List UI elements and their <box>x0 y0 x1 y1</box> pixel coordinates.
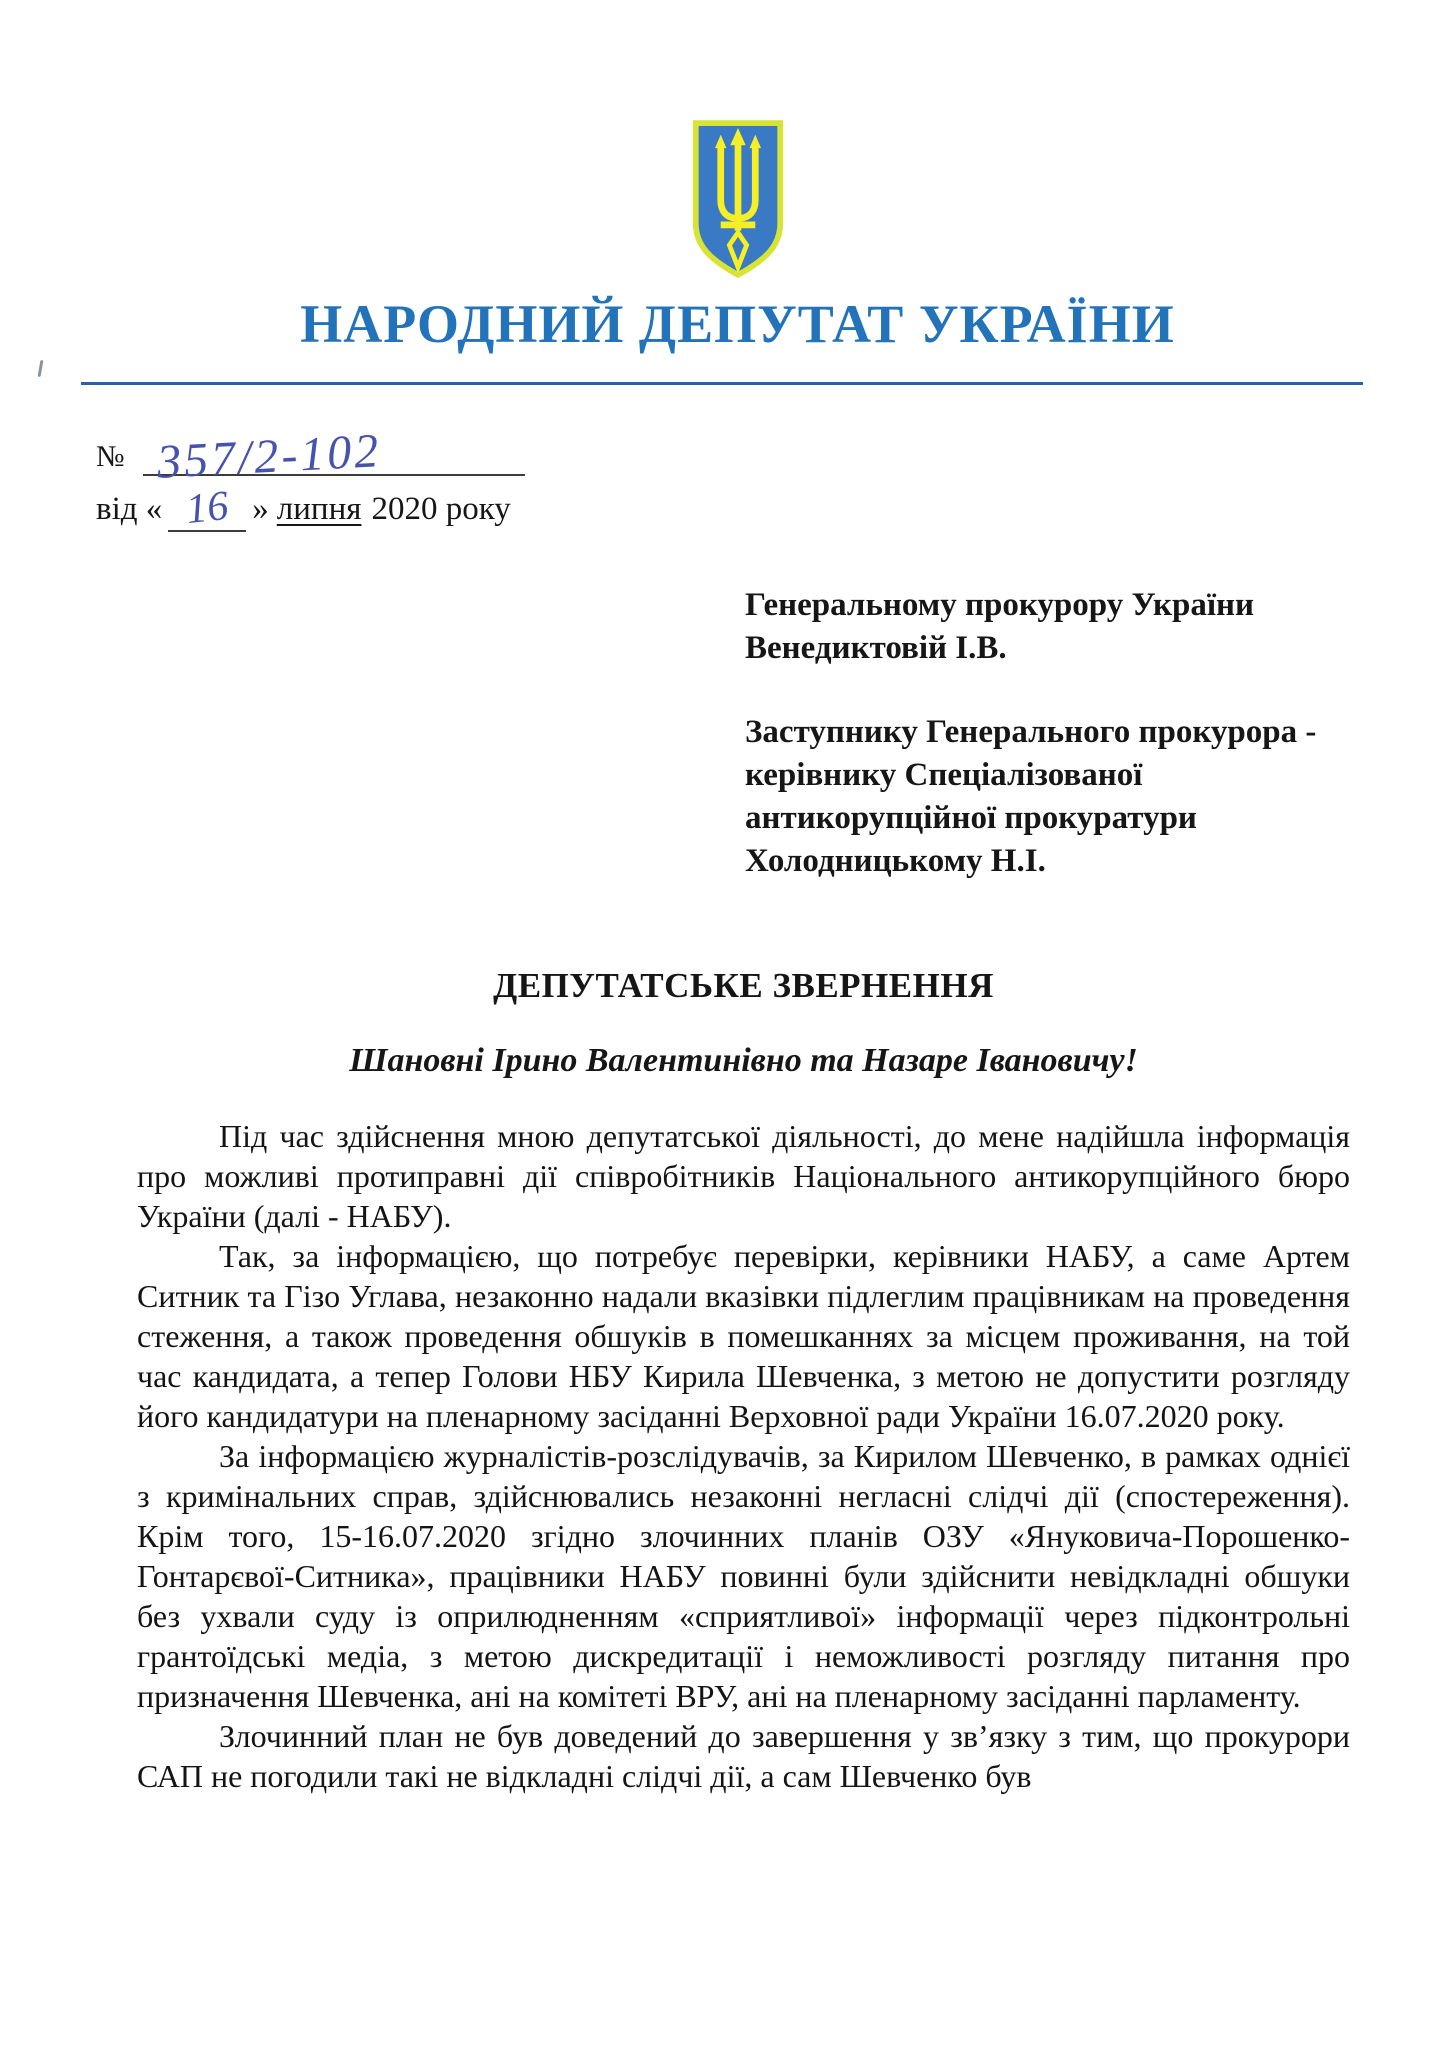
reference-number-row <box>96 420 525 489</box>
date-day-slot <box>168 482 246 532</box>
coat-of-arms-ukraine-icon <box>690 115 786 283</box>
date-prefix: від « <box>96 491 163 527</box>
body-paragraph: За інформацією журналістів-розслідувачів, за Кирилом Шевченко, в рамках однієї з кримінальних справ, здійснювались незаконні негласні слідчі дії (спостереження). Крім того, 15-16.07.2020 згідно злочинних планів ОЗУ «Януковича-Порошенко-Гонтарєвої-Ситника», працівники НАБУ повинні були здійснити невідкладні обшуки без ухвали суду із оприлюдненням «сприятливої» інформації через підконтрольні грантоїдські медіа, з метою дискредитації і неможливості розгляду питання про призначення Шевченка, ані на комітеті ВРУ, ані на пленарному засіданні парламенту. <box>137 1438 1350 1714</box>
date-day-handwritten-value: 16 <box>184 482 231 534</box>
letter-body <box>137 1116 1350 1796</box>
page-title: НАРОДНИЙ ДЕПУТАТ УКРАЇНИ <box>300 294 1175 354</box>
body-paragraph: Злочинний план не був доведений до завершення у зв’язку з тим, що прокурори САП не погодили такі не відкладні слідчі дії, а сам Шевченко був <box>137 1718 1350 1794</box>
recipient-line: Генеральному прокурору України <box>745 587 1255 623</box>
date-year: 2020 року <box>371 491 511 527</box>
reference-number-line <box>143 420 525 489</box>
recipient-line: керівнику Спеціалізованої <box>745 757 1143 793</box>
letterhead <box>0 0 1449 354</box>
letterhead-divider-line <box>81 382 1363 385</box>
document-heading: ДЕПУТАТСЬКЕ ЗВЕРНЕННЯ <box>493 966 994 1005</box>
recipient-group-1 <box>745 584 1385 670</box>
reference-block <box>96 420 525 532</box>
body-paragraph: Так, за інформацією, що потребує перевірки, керівники НАБУ, а саме Артем Ситник та Гізо Углава, незаконно надали вказівки підлеглим працівникам на проведення стеження, а також проведення обшуків в помешканнях за місцем проживання, на той час кандидата, а тепер Голови НБУ Кирила Шевченка, з метою не допустити розгляду його кандидатури на пленарному засіданні Верховної ради України 16.07.2020 року. <box>137 1238 1350 1434</box>
scan-artifact <box>38 360 44 377</box>
reference-number-handwritten-value: 357/2-102 <box>155 424 383 489</box>
recipient-line: Заступнику Генерального прокурора - <box>745 714 1317 750</box>
date-close-quote: » <box>252 491 269 527</box>
recipients-block <box>745 584 1385 883</box>
body-paragraph: Під час здійснення мною депутатської діяльності, до мене надійшла інформація про можливі протиправні дії співробітників Національного антикорупційного бюро України (далі - НАБУ). <box>137 1118 1350 1234</box>
recipient-line: Холодницькому Н.І. <box>745 843 1046 879</box>
recipient-group-2 <box>745 711 1385 883</box>
salutation: Шановні Ірино Валентинівно та Назаре Івановичу! <box>349 1042 1138 1079</box>
recipient-line: антикорупційної прокуратури <box>745 800 1197 836</box>
reference-number-label: № <box>96 440 125 473</box>
recipient-line: Венедиктовій І.В. <box>745 630 1007 666</box>
date-month: липня <box>276 491 362 527</box>
